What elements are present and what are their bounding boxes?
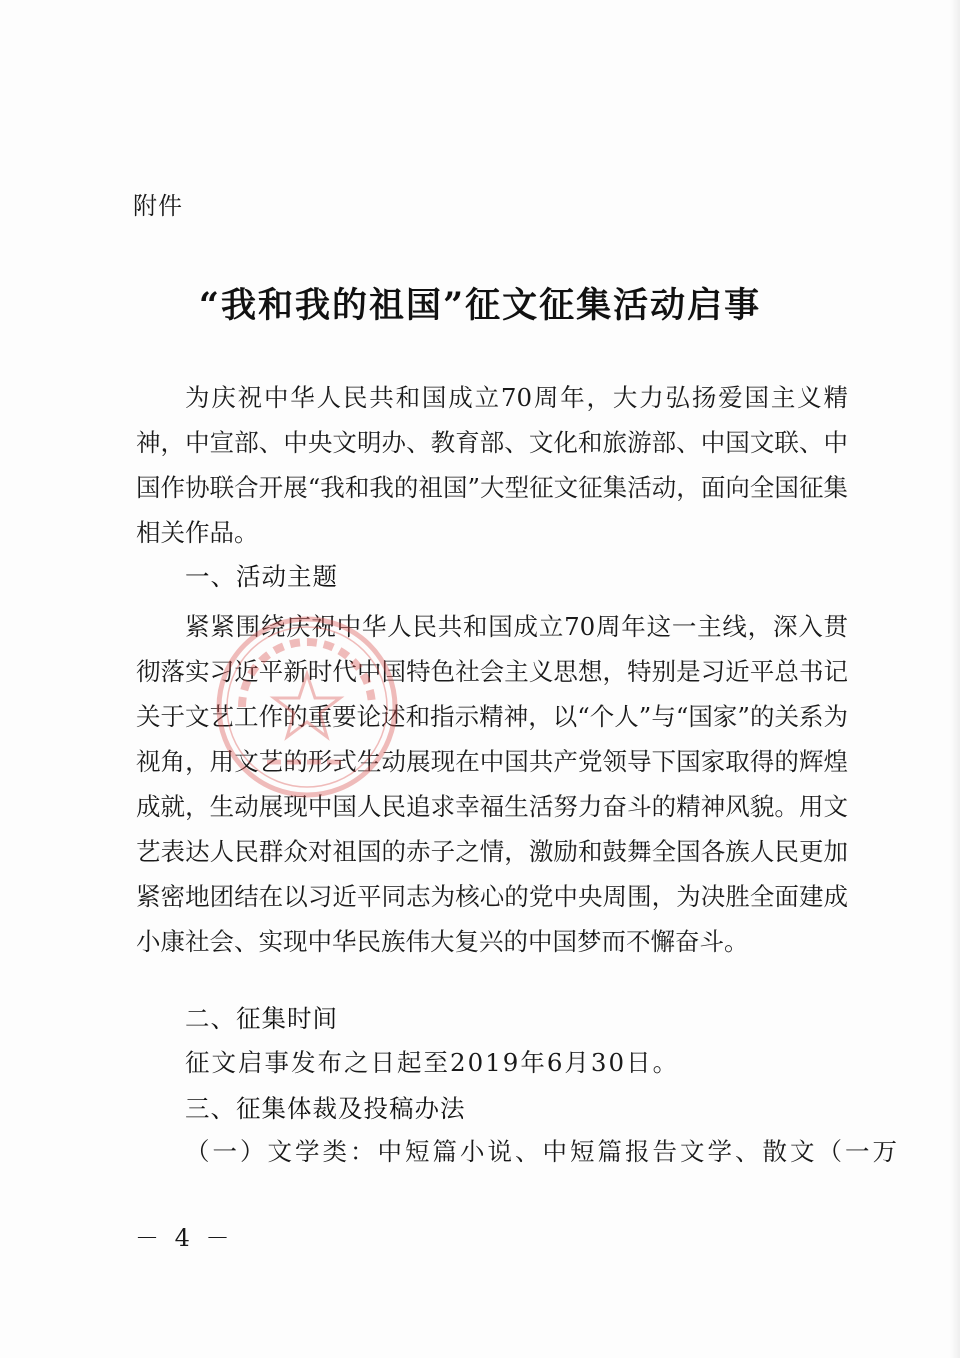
- intro-paragraph: 为庆祝中华人民共和国成立70周年，大力弘扬爱国主义精神，中宣部、中央文明办、教育部、文化和旅游部、中国文联、中国作协联合开展“我和我的祖国”大型征文征集活动，面向全国征集相关作品。: [136, 383, 848, 547]
- literature-category-line: （一）文学类：中短篇小说、中短篇报告文学、散文（一万: [185, 1137, 900, 1166]
- theme-paragraph: 紧紧围绕庆祝中华人民共和国成立70周年这一主线，深入贯彻落实习近平新时代中国特色社会主义思想，特别是习近平总书记关于文艺工作的重要论述和指示精神，以“个人”与“国家”的关系为视角，用文艺的形式生动展现在中国共产党领导下国家取得的辉煌成就，生动展现中国人民追求幸福生活努力奋斗的精神风貌。用文艺表达人民群众对祖国的赤子之情，激励和鼓舞全国各族人民更加紧密地团结在以习近平同志为核心的党中央周围，为决胜全面建成小康社会、实现中华民族伟大复兴的中国梦而不懈奋斗。: [136, 612, 848, 956]
- page-number: － 4 －: [135, 1224, 234, 1252]
- section-heading-theme: 一、活动主题: [185, 562, 338, 591]
- binding-mark: [940, 4, 954, 16]
- document-title: “我和我的祖国”征文征集活动启事: [198, 285, 762, 326]
- section-heading-genre: 三、征集体裁及投稿办法: [185, 1094, 466, 1123]
- time-paragraph: 征文启事发布之日起至2019年6月30日。: [185, 1048, 680, 1077]
- attachment-label: 附件: [133, 192, 183, 220]
- section-heading-time: 二、征集时间: [185, 1004, 338, 1033]
